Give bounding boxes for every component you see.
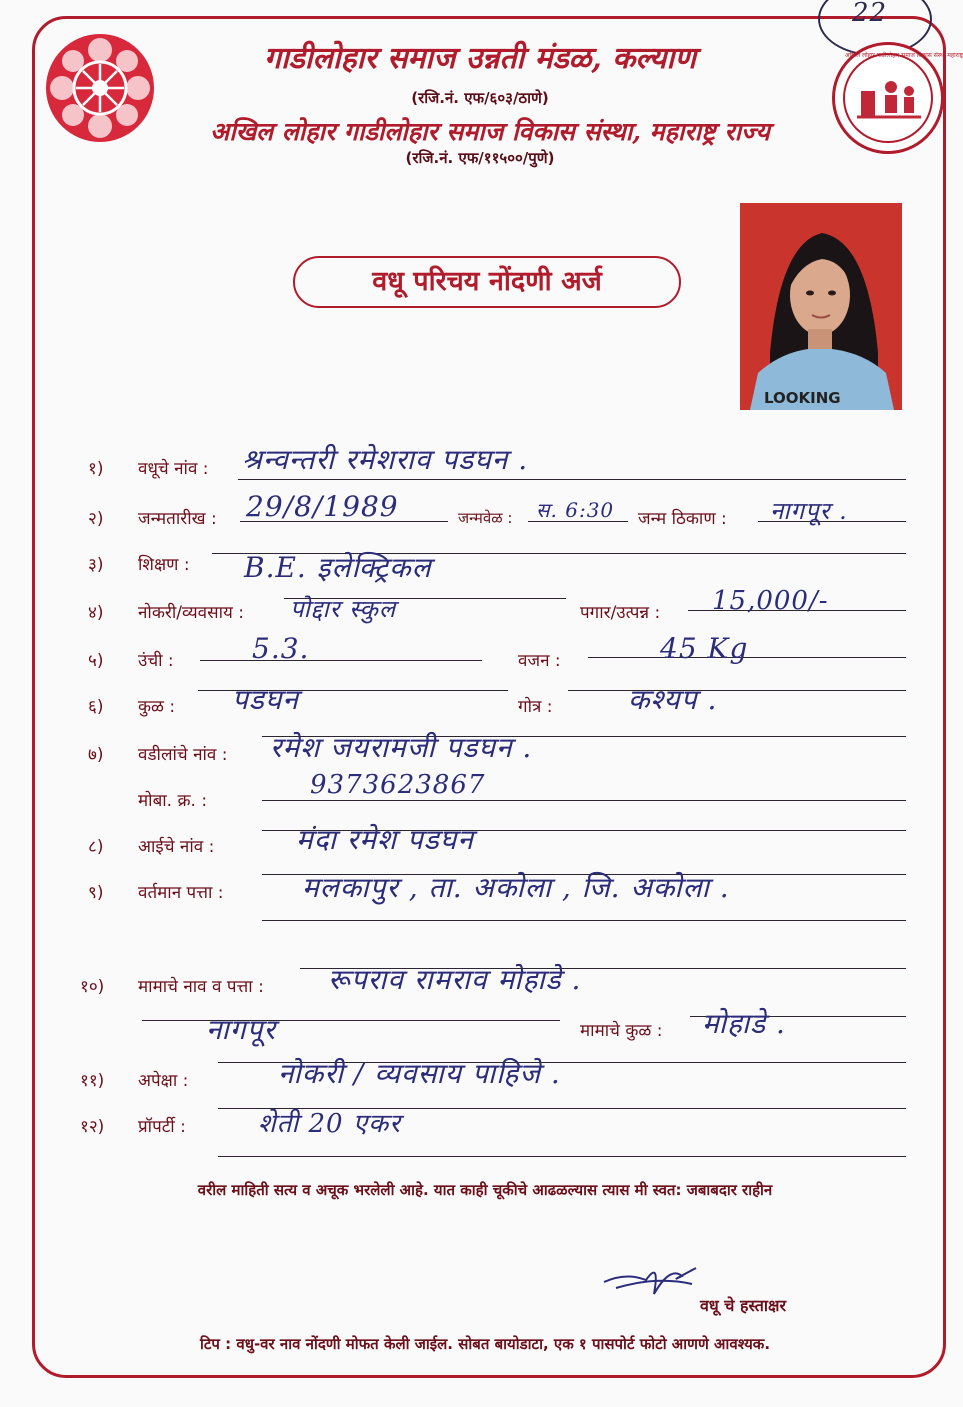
birth-place-label: जन्म ठिकाण : [638, 509, 727, 529]
gotra-label: गोत्र : [518, 697, 553, 717]
height-value: 5.3. [252, 632, 310, 665]
field-number: १२) [80, 1117, 105, 1137]
sanstha-emblem-right [832, 42, 963, 154]
height-line [200, 660, 482, 661]
height-label: उंची : [138, 651, 174, 671]
field-number: १) [88, 459, 104, 479]
address-label: वर्तमान पत्ता : [138, 883, 224, 903]
bride-photo-icon [740, 203, 902, 410]
uncle-clan-value: मोहाडे . [702, 1007, 786, 1040]
income-label: पगार/उत्पन्न : [580, 603, 661, 623]
father-name-label: वडीलांचे नांव : [138, 745, 228, 765]
mobile-line [262, 800, 906, 801]
birth-time-label: जन्मवेळ : [458, 509, 513, 527]
field-number: २) [88, 509, 104, 529]
uncle-name-value: रूपराव रामराव मोहाडे . [328, 963, 582, 996]
form-title: वधू परिचय नोंदणी अर्ज [293, 256, 681, 308]
declaration-text: वरील माहिती सत्य व अचूक भरलेली आहे. यात काही चूकीचे आढळल्यास त्यास मी स्वत: जबाबदार राहीन [197, 1181, 773, 1199]
sanstha-registration: (रजि.नं. एफ/११५००/पुणे) [405, 149, 555, 167]
bride-name-label: वधूचे नांव : [138, 459, 209, 479]
field-number: ६) [88, 697, 104, 717]
signature-scribble-icon [596, 1254, 706, 1304]
org-name: गाडीलोहार समाज उन्नती मंडळ, कल्याण [264, 41, 696, 76]
uncle-address-value: नागपूर [206, 1013, 276, 1046]
education-label: शिक्षण : [138, 555, 190, 575]
org-registration: (रजि.नं. एफ/६०३/ठाणे) [411, 89, 549, 107]
emblem-ring-text: अखिल लोहार गाडीलोहार समाज विकास संस्था महाराष्ट्र [845, 52, 963, 59]
field-number: ८) [88, 837, 104, 857]
field-number: ३) [88, 555, 104, 575]
expectation-value: नोकरी / व्यवसाय पाहिजे . [278, 1057, 561, 1090]
father-name-value: रमेश जयरामजी पडघन . [270, 731, 533, 764]
field-number: ११) [80, 1071, 105, 1091]
expectation-label: अपेक्षा : [138, 1071, 189, 1091]
education-value: B.E. इलेक्ट्रिकल [244, 551, 432, 584]
uncle-name-label: मामाचे नाव व पत्ता : [138, 977, 264, 997]
sanstha-name: अखिल लोहार गाडीलोहार समाज विकास संस्था, महाराष्ट्र राज्य [210, 117, 770, 146]
birth-date-label: जन्मतारीख : [138, 509, 217, 529]
gotra-line [568, 690, 906, 691]
address-value: मलकापुर , ता. अकोला , जि. अकोला . [302, 871, 730, 904]
property-line-2 [218, 1156, 906, 1157]
birth-place-value: नागपूर . [770, 497, 848, 525]
field-number: १०) [80, 977, 105, 997]
bride-name-value: श्रन्वन्तरी रमेशराव पडघन . [242, 443, 529, 476]
photo-shirt-text: LOOKING [764, 389, 841, 407]
occupation-value: पोद्दार स्कुल [290, 595, 397, 623]
field-number: ७) [88, 745, 104, 765]
birth-date-value: 29/8/1989 [246, 490, 399, 523]
org-emblem-left-icon [42, 30, 158, 146]
signature-label: वधू चे हस्ताक्षर [700, 1296, 787, 1315]
worker-scene-icon [857, 73, 921, 123]
bride-name-line [238, 479, 906, 480]
gotra-value: कश्यप . [628, 683, 718, 716]
tip-note: टिप : वधु-वर नाव नोंदणी मोफत केली जाईल. सोबत बायोडाटा, एक १ पासपोर्ट फोटो आणणे आवश्यक. [199, 1335, 771, 1353]
clan-label: कुळ : [138, 697, 176, 717]
field-number: ९) [88, 883, 104, 903]
clan-value: पडघन [232, 683, 299, 716]
weight-value: 45 Kg [660, 632, 749, 665]
uncle-address-line [142, 1020, 560, 1021]
property-label: प्रॉपर्टी : [138, 1117, 186, 1137]
corner-mark-text: 22 [852, 0, 888, 28]
field-number: ४) [88, 603, 104, 623]
weight-label: वजन : [518, 651, 561, 671]
mobile-label: मोबा. क्र. : [138, 791, 208, 811]
address-line-2 [262, 920, 906, 921]
income-value: 15,000/- [712, 586, 829, 616]
occupation-label: नोकरी/व्यवसाय : [138, 603, 244, 623]
mother-name-label: आईचे नांव : [138, 837, 215, 857]
mobile-value: 9373623867 [310, 770, 486, 800]
property-value: शेती 20 एकर [258, 1109, 401, 1139]
birth-time-value: स. 6:30 [536, 498, 615, 522]
mother-name-value: मंदा रमेश पडघन [296, 823, 474, 856]
uncle-clan-label: मामाचे कुळ : [580, 1021, 663, 1041]
passport-photo [740, 203, 902, 410]
field-number: ५) [88, 651, 104, 671]
